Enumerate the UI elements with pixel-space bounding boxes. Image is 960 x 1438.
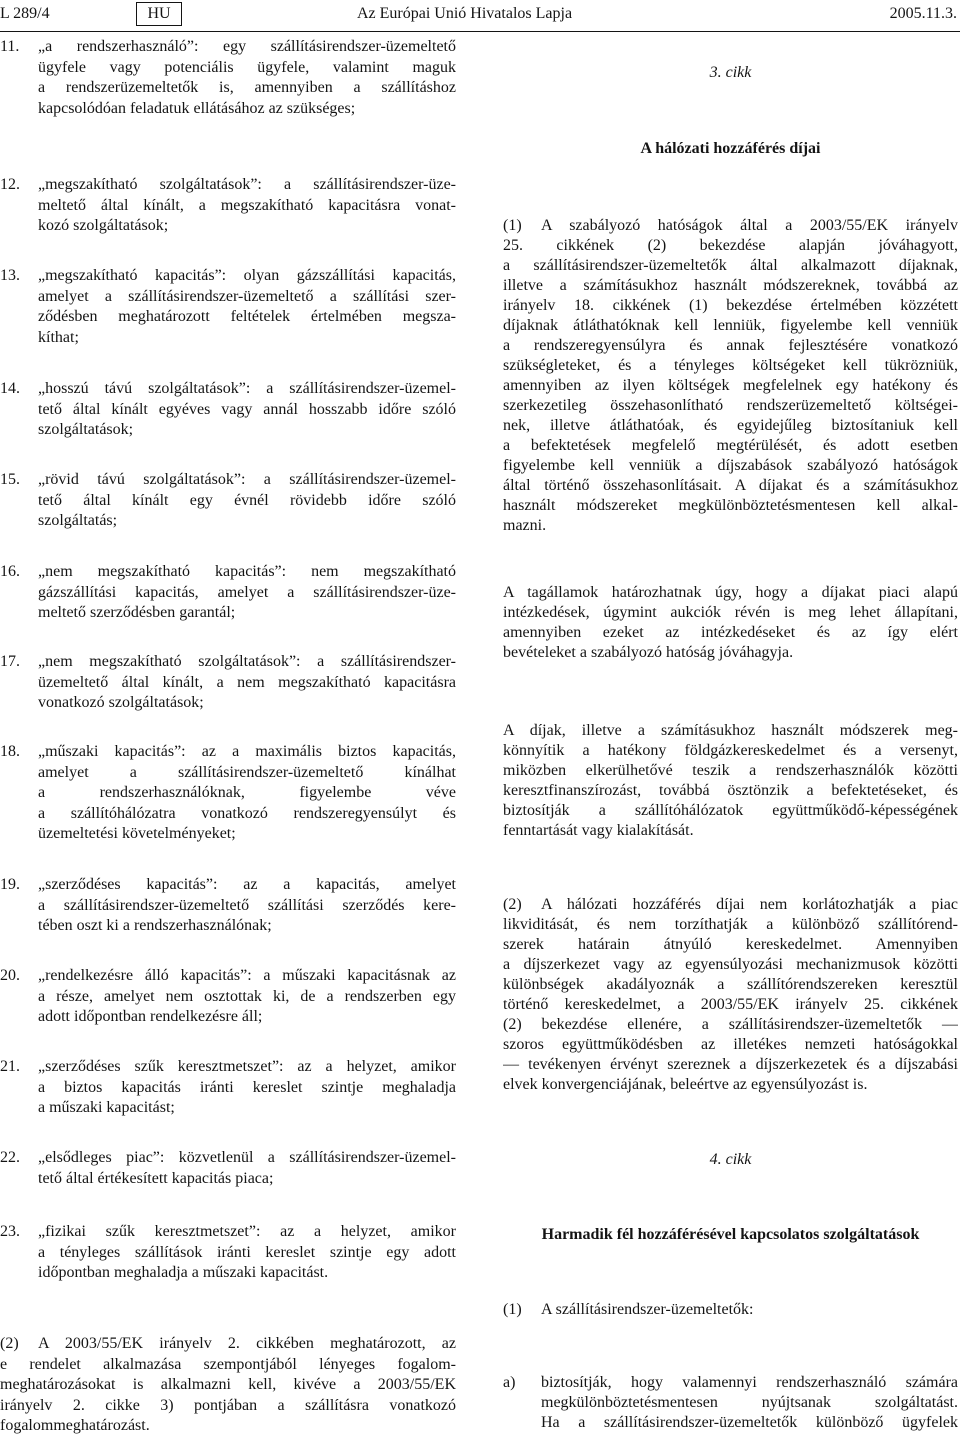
text-line: a biztos kapacitás iránti kereslet szintje meghaladja: [38, 1078, 456, 1096]
item-number: 19.: [0, 876, 20, 893]
left-column: [0, 0, 456, 1438]
item-text: [0, 966, 456, 1028]
text-line: a szállításirendszer-üzemeltetők által alkalmazott díjaknak,: [503, 257, 958, 274]
text-line: fogalommeghatározást.: [0, 1417, 150, 1434]
text-line: biztosítják, hogy valamennyi rendszerhasználó számára: [541, 1374, 958, 1391]
text-line: figyelembe kell venniük a díjszabások szabályozó hatóságok: [503, 457, 958, 474]
text-line: irányelv 2. cikke 3) pontjában a szállításra vonatkozó: [0, 1396, 456, 1414]
paragraph-number: (2): [503, 896, 522, 913]
text-line: 25. cikkének (2) bekezdése alapján jóváhagyott,: [503, 237, 958, 254]
text-line: „fizikai szűk keresztmetszet”: az a helyzet, amikor: [38, 1223, 456, 1240]
item-number: 15.: [0, 471, 20, 488]
text-line: különbségek akadályoznák a szállítórendszereken keresztül: [503, 976, 958, 993]
text-line: „rendelkezésre álló kapacitás”: a műszaki kapacitásnak az: [38, 967, 456, 984]
text-line: A szállításirendszer-üzemeltetők:: [541, 1301, 754, 1318]
text-line: illetve a számításukhoz használt módszereknek, továbbá az: [503, 277, 958, 294]
definition-item: [0, 1057, 456, 1119]
text-line: amennyiben ezeket az intézkedéseket és az így elért: [503, 624, 958, 641]
item-text: [0, 1222, 456, 1284]
right-column: [503, 0, 958, 1438]
item-text: [0, 875, 456, 937]
paragraph-text: [503, 583, 958, 663]
text-line: tében oszt ki a rendszerhasználónak;: [38, 917, 272, 934]
item-text: [0, 652, 456, 714]
definition-item: [0, 37, 456, 119]
text-line: időpontban meghaladja a műszaki kapacitást.: [38, 1264, 329, 1281]
point-letter: a): [503, 1374, 516, 1391]
definition-item: [0, 1222, 456, 1284]
text-line: üzemeltetési követelményeket;: [38, 825, 236, 842]
definition-item: [0, 175, 456, 237]
article-4-paragraph-1: [503, 1300, 958, 1320]
paragraph-text: [0, 1334, 456, 1437]
publication-date: 2005.11.3.: [889, 5, 957, 22]
text-line: miközben elkerülhetővé teszik a rendszerhasználók közötti: [503, 762, 958, 779]
text-line: a befektetések megfelelő megtérülését, és adott esetben: [503, 437, 958, 454]
article-3-paragraph-2: [503, 895, 958, 1095]
text-line: „műszaki kapacitás”: az a maximális biztos kapacitás,: [38, 743, 456, 760]
item-number: 14.: [0, 380, 20, 397]
paragraph-2: [0, 1334, 456, 1437]
page-reference: L 289/4: [0, 5, 50, 22]
text-line: — tevékenyen érvényt szereznek a díjszerkezetek és a díjszabási: [503, 1056, 958, 1073]
text-line: intézkedések, úgymint aukciók révén is meg lehet állapítani,: [503, 604, 958, 621]
text-line: kíthat;: [38, 328, 79, 346]
text-line: a rendszeregyensúlyra és annak fejlesztésére vonatkozó: [503, 337, 958, 354]
item-number: 11.: [0, 38, 20, 55]
text-line: meltető által kínált, a megszakítható kapacitásra vonat-: [38, 196, 456, 214]
text-line: ződésben meghatározott feltételek értelmében megsza-: [38, 308, 456, 325]
article-3-paragraph: [503, 583, 958, 663]
text-line: által történő összehasonlításait. A díjakat és a számításukhoz: [503, 477, 958, 494]
text-line: A díjak, illetve a számításukhoz használt módszerek meg-: [503, 722, 958, 739]
definition-item: [0, 266, 456, 348]
journal-title: Az Európai Unió Hivatalos Lapja: [357, 5, 573, 22]
text-line: amelyet a szállításirendszer-üzemeltető kínálhat: [38, 763, 456, 781]
text-line: szolgáltatások;: [38, 421, 134, 438]
text-line: a rendszerüzemeltetők is, amennyiben a szállításhoz: [38, 79, 456, 96]
item-text: [0, 562, 456, 624]
text-line: üzemeltető által kínált, a nem megszakítható kapacitásra: [38, 673, 456, 691]
article-4-title: 4. cikk: [709, 1151, 752, 1168]
text-line: amelyet a szállításirendszer-üzemeltető a szállítási szer-: [38, 287, 456, 305]
text-line: „megszakítható kapacitás”: olyan gázszállítási kapacitás,: [38, 267, 456, 284]
item-text: [0, 266, 456, 348]
text-line: ügyfele vagy potenciális ügyfele, valamint maguk: [38, 58, 456, 76]
text-line: A hálózati hozzáférés díjai nem korlátozhatják a piac: [541, 896, 958, 913]
definition-item: [0, 562, 456, 624]
text-line: A 2003/55/EK irányelv 2. cikkében meghatározott, az: [38, 1335, 456, 1352]
item-number: 20.: [0, 967, 20, 984]
text-line: a szállítóhálózatra vonatkozó rendszeregyensúlyt és: [38, 804, 456, 822]
paragraph-text: [503, 216, 958, 536]
definition-item: [0, 379, 456, 441]
text-line: a szállításirendszer-üzemeltető szállítási szerződés kere-: [38, 896, 456, 914]
article-3-paragraph-1: [503, 216, 958, 536]
text-line: szükségleteket, és a tényleges költségeket kell tükrözniük,: [503, 357, 958, 374]
text-line: „szerződéses szűk keresztmetszet”: az a helyzet, amikor: [38, 1058, 456, 1075]
text-line: fenntartását vagy kialakítását.: [503, 822, 694, 839]
paragraph-number: (1): [503, 217, 522, 234]
text-line: mazni.: [503, 517, 547, 534]
article-3-paragraph: [503, 721, 958, 841]
item-text: [0, 742, 456, 845]
text-line: „megszakítható szolgáltatások”: a szállításirendszer-üze-: [38, 176, 456, 193]
item-number: 23.: [0, 1223, 20, 1240]
item-text: [0, 1148, 456, 1189]
language-code-box: HU: [136, 2, 182, 26]
item-number: 22.: [0, 1149, 20, 1166]
text-line: A szabályozó hatóságok által a 2003/55/EK irányelv: [541, 217, 958, 234]
text-line: amennyiben az ilyen költségek megfelelnek egy hatékony és: [503, 377, 958, 394]
text-line: történő kereskedelmet, a 2003/55/EK irányelv 25. cikkének: [503, 996, 958, 1013]
text-line: megkülönböztetésmentesen nyújtsanak szolgáltatást.: [541, 1394, 958, 1411]
definition-item: [0, 742, 456, 845]
text-line: „elsődleges piac”: közvetlenül a szállításirendszer-üzemel-: [38, 1149, 456, 1166]
text-line: „nem megszakítható kapacitás”: nem megszakítható: [38, 563, 456, 580]
text-line: kapcsolódóan feladatuk ellátásához az szükséges;: [38, 99, 356, 117]
text-line: biztosítják a szállítóhálózatok együttműködő-képességének: [503, 802, 958, 819]
definition-item: [0, 875, 456, 937]
item-number: 18.: [0, 743, 20, 760]
item-text: [0, 379, 456, 441]
text-line: (2) bekezdése ellenére, a szállításirendszer-üzemeltetők —: [503, 1016, 958, 1033]
item-text: [0, 175, 456, 237]
article-4-heading: Harmadik fél hozzáférésével kapcsolatos szolgáltatások: [541, 1226, 920, 1243]
item-number: 13.: [0, 267, 20, 284]
item-number: 12.: [0, 176, 20, 193]
item-text: [0, 37, 456, 119]
text-line: A tagállamok határozhatnak úgy, hogy a díjakat piaci alapú: [503, 584, 958, 601]
text-line: szolgáltatás;: [38, 512, 118, 529]
text-line: kozó szolgáltatások;: [38, 217, 169, 234]
item-number: 16.: [0, 563, 20, 580]
text-line: „nem megszakítható szolgáltatások”: a szállításirendszer-: [38, 653, 456, 670]
text-line: bevételeket a szabályozó hatóság jóváhagyja.: [503, 644, 794, 661]
text-line: a díjszerkezet vagy az egyensúlyozási mechanizmusok közötti: [503, 956, 958, 973]
definition-item: [0, 652, 456, 714]
text-line: elvek konvergenciájának, beleértve az egyensúlyozást is.: [503, 1076, 868, 1093]
text-line: a rendszerhasználóknak, figyelembe véve: [38, 784, 456, 801]
text-line: nek, illetve átláthatóak, és egyidejűleg biztosítaniuk kell: [503, 417, 958, 434]
item-number: 17.: [0, 653, 20, 670]
text-line: irányelv 18. cikkének (1) bekezdése értelmében közzétett: [503, 297, 958, 314]
paragraph-number: (2): [0, 1335, 19, 1352]
article-3-title: 3. cikk: [709, 64, 752, 81]
paragraph-text: [503, 721, 958, 841]
definition-item: [0, 1148, 456, 1189]
text-line: a része, amelyet nem osztottak ki, de a rendszerben egy: [38, 987, 456, 1005]
text-line: vonatkozó szolgáltatások;: [38, 694, 204, 711]
text-line: szerkezetileg összehasonlítható rendszerüzemeltető költségei-: [503, 397, 958, 414]
paragraph-number: (1): [503, 1301, 522, 1318]
text-line: díjaknak átláthatóknak kell lenniük, figyelembe kell venniük: [503, 317, 958, 334]
text-line: „a rendszerhasználó”: egy szállításirendszer-üzemeltető: [38, 38, 456, 55]
definition-item: [0, 470, 456, 532]
item-number: 21.: [0, 1058, 20, 1075]
text-line: „szerződéses kapacitás”: az a kapacitás, amelyet: [38, 876, 456, 893]
text-line: tető által értékesített kapacitás piaca;: [38, 1169, 274, 1187]
text-line: tető által kínált egyéves vagy annál hosszabb időre szóló: [38, 400, 456, 418]
point-text: [503, 1373, 958, 1433]
paragraph-text: [503, 1300, 958, 1320]
text-line: „hosszú távú szolgáltatások”: a szállításirendszer-üzemel-: [38, 380, 456, 397]
article-3-heading: A hálózati hozzáférés díjai: [640, 140, 821, 157]
text-line: meghatározásokat is alkalmazni kell, kivéve a 2003/55/EK: [0, 1376, 456, 1393]
text-line: gázszállítási kapacitás, amelyet a szállításirendszer-üze-: [38, 583, 456, 601]
text-line: a műszaki kapacitást;: [38, 1099, 175, 1116]
text-line: könnyítik a hatékony földgázkereskedelmet és a versenyt,: [503, 742, 958, 759]
text-line: Ha a szállításirendszer-üzemeltetők különböző ügyfelek: [541, 1414, 958, 1431]
text-line: adott időpontban rendelkezésre áll;: [38, 1008, 263, 1025]
text-line: a tényleges szállítások iránti kereslet szintje egy adott: [38, 1243, 456, 1261]
text-line: tető által kínált egy évnél rövidebb időre szóló: [38, 491, 456, 509]
text-line: „rövid távú szolgáltatások”: a szállításirendszer-üzemel-: [38, 471, 456, 488]
article-4-point-a: [503, 1373, 958, 1433]
paragraph-text: [503, 895, 958, 1095]
text-line: meltető szerződésben garantál;: [38, 604, 236, 621]
text-line: szerek határain átnyúló kereskedelmet. Amennyiben: [503, 936, 958, 953]
text-line: használt módszereket megkülönböztetésmentesen kell alkal-: [503, 497, 958, 514]
text-line: e rendelet alkalmazása szempontjából lényeges fogalom-: [0, 1355, 456, 1373]
text-line: likviditását, és nem torzíthatják a különböző szállítórend-: [503, 916, 958, 933]
definition-item: [0, 966, 456, 1028]
text-line: szoros együttműködésben az illetékes nemzeti hatóságokkal: [503, 1036, 958, 1053]
item-text: [0, 470, 456, 532]
item-text: [0, 1057, 456, 1119]
text-line: keresztfinanszírozást, továbbá ösztönzik a befektetéseket, és: [503, 782, 958, 799]
